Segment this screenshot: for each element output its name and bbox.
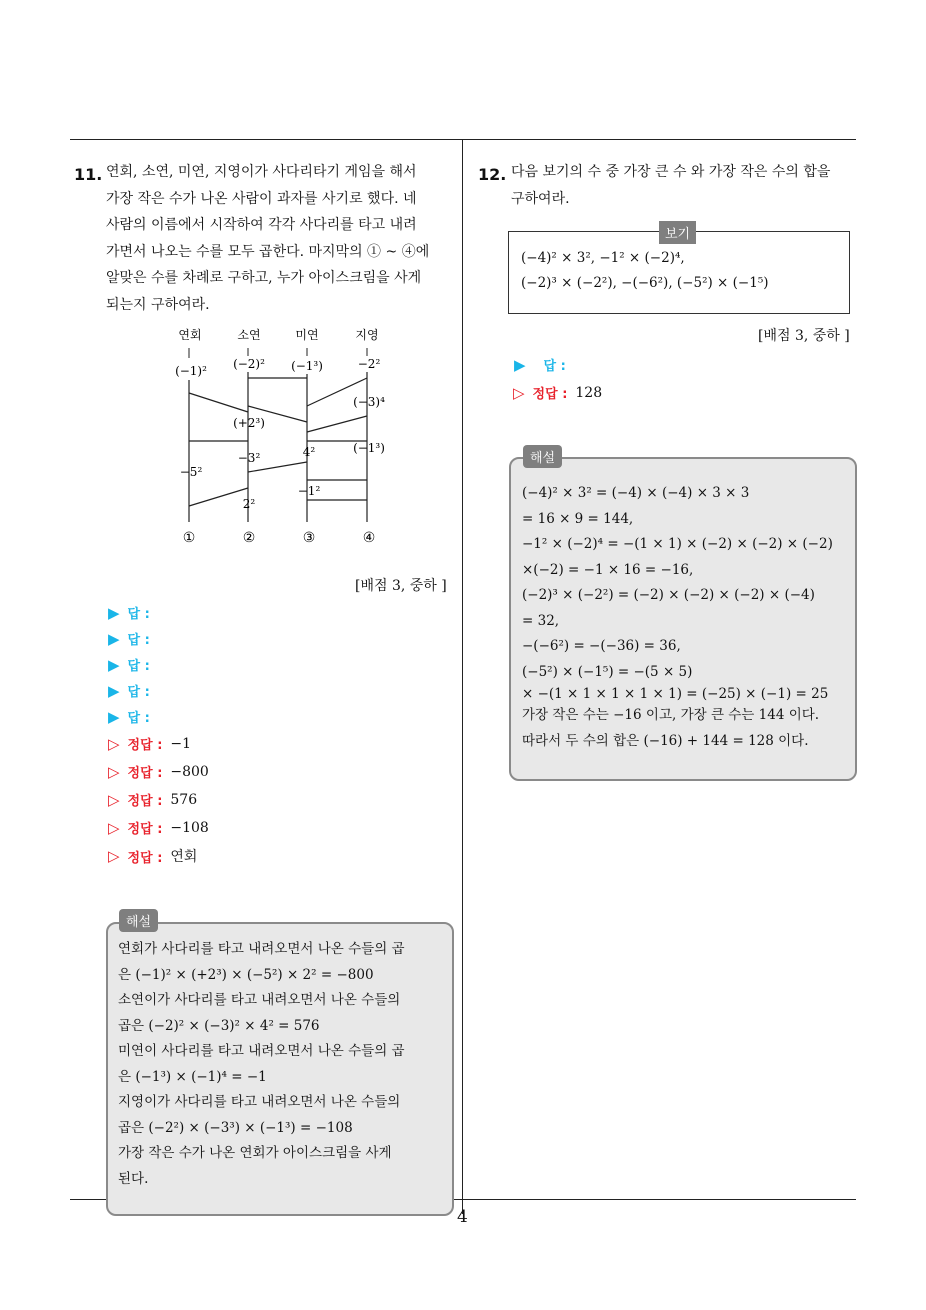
correct-answer-row xyxy=(108,762,209,781)
q11-line: 가면서 나오는 수를 모두 곱한다. 마지막의 ① ~ ④에 xyxy=(106,243,430,260)
answer-label: 답 : xyxy=(127,659,150,674)
correct-answer-value: 128 xyxy=(575,384,603,401)
solution-line: (−2)³ × (−2²) = (−2) × (−2) × (−2) × (−4) xyxy=(522,587,815,603)
ladder-diagram xyxy=(160,320,400,550)
solution-line: −(−6²) = −(−36) = 36, xyxy=(522,638,681,654)
correct-answer-label: 정답 : xyxy=(127,766,163,781)
solution-line: × −(1 × 1 × 1 × 1 × 1) = (−25) × (−1) = 25 xyxy=(522,686,829,702)
q11-line: 알맞은 수를 차례로 구하고, 누가 아이스크림을 사게 xyxy=(106,270,422,286)
ladder-bottom: ① xyxy=(182,530,196,546)
outline-triangle-icon: ▷ xyxy=(108,762,120,781)
solution-line: (−5²) × (−1⁵) = −(5 × 5) xyxy=(522,663,693,680)
solution-line: 된다. xyxy=(118,1170,149,1187)
answer-row[interactable] xyxy=(108,681,150,700)
q11-line: 가장 작은 수가 나온 사람이 과자를 사기로 했다. 네 xyxy=(106,190,417,207)
bogi-tab: 보기 xyxy=(659,221,696,244)
q11-solution-text xyxy=(118,937,405,1192)
answer-label: 답 : xyxy=(127,711,150,726)
answer-row[interactable] xyxy=(514,355,566,374)
outline-triangle-icon: ▷ xyxy=(108,847,120,865)
outline-triangle-icon: ▷ xyxy=(513,383,525,402)
correct-answer-label: 정답 : xyxy=(127,850,163,866)
ladder-name: 미연 xyxy=(295,328,319,342)
ladder-rung xyxy=(189,393,248,412)
solution-line: = 16 × 9 = 144, xyxy=(522,510,634,527)
column-divider xyxy=(462,139,463,1214)
correct-answer-row xyxy=(108,734,191,753)
ladder-value: (−3)⁴ xyxy=(353,395,385,409)
correct-answer-row xyxy=(513,383,602,402)
q11-line: 연회, 소연, 미연, 지영이가 사다리타기 게임을 해서 xyxy=(106,164,417,180)
correct-answer-value: −108 xyxy=(170,819,209,836)
play-icon: ▶ xyxy=(108,603,120,622)
q12-solution-text xyxy=(522,481,833,754)
solution-line: 은 (−1)² × (+2³) × (−5²) × 2² = −800 xyxy=(118,966,374,983)
correct-answer-label: 정답 : xyxy=(127,822,163,837)
q11-score: [배점 3, 중하 ] xyxy=(355,578,447,594)
ladder-bottom: ③ xyxy=(302,530,316,546)
ladder-bottom: ② xyxy=(242,530,256,546)
play-icon: ▶ xyxy=(108,707,120,726)
answer-label: 답 : xyxy=(127,685,150,700)
solution-line: ×(−2) = −1 × 16 = −16, xyxy=(522,561,694,578)
solution-line: 가장 작은 수는 −16 이고, 가장 큰 수는 144 이다. xyxy=(522,707,820,723)
solution-line: 미연이 사다리를 타고 내려오면서 나온 수들의 곱 xyxy=(118,1043,405,1059)
solution-line: (−4)² × 3² = (−4) × (−4) × 3 × 3 xyxy=(522,485,750,501)
ladder-value: −2² xyxy=(357,357,381,371)
answer-row[interactable] xyxy=(108,629,150,648)
q12-text xyxy=(511,159,861,212)
outline-triangle-icon: ▷ xyxy=(108,734,120,753)
q12-number: 12. xyxy=(478,165,507,184)
q11-line: 사람의 이름에서 시작하여 각각 사다리를 타고 내려 xyxy=(106,217,417,233)
ladder-value: (+2³) xyxy=(233,416,265,430)
q11-number: 11. xyxy=(74,165,103,184)
ladder-value: 2² xyxy=(242,497,256,511)
ladder-rung xyxy=(189,488,248,506)
q11-solution-tab: 해설 xyxy=(119,909,158,932)
ladder-rung xyxy=(307,416,367,432)
ladder-value: −3² xyxy=(237,451,261,465)
correct-answer-label: 정답 : xyxy=(127,794,163,809)
ladder-value: (−1)² xyxy=(175,364,207,378)
ladder-value: −1² xyxy=(297,484,321,498)
correct-answer-value: 576 xyxy=(170,791,198,808)
ladder-name: 연회 xyxy=(178,328,202,342)
correct-answer-value: −1 xyxy=(170,735,192,752)
bogi-text xyxy=(521,246,769,296)
outline-triangle-icon: ▷ xyxy=(108,790,120,809)
ladder-bottom: ④ xyxy=(362,530,376,546)
bogi-line: (−2)³ × (−2²), −(−6²), (−5²) × (−1⁵) xyxy=(521,275,769,291)
ladder-value: (−1³) xyxy=(291,359,323,373)
answer-label: 답 : xyxy=(127,633,150,648)
bogi-line: (−4)² × 3², −1² × (−2)⁴, xyxy=(521,250,685,266)
q11-text xyxy=(106,159,458,318)
play-icon: ▶ xyxy=(108,681,120,700)
solution-line: 은 (−1³) × (−1)⁴ = −1 xyxy=(118,1068,267,1085)
solution-line: = 32, xyxy=(522,612,560,629)
ladder-value: −5² xyxy=(179,465,203,479)
answer-label: 답 : xyxy=(543,359,566,374)
page-number: 4 xyxy=(457,1207,468,1227)
correct-answer-label: 정답 : xyxy=(532,387,568,402)
solution-line: 곱은 (−2)² × (−3)² × 4² = 576 xyxy=(118,1017,320,1034)
ladder-value: (−2)² xyxy=(233,357,265,371)
answer-row[interactable] xyxy=(108,655,150,674)
ladder-value: (−1³) xyxy=(353,441,385,455)
answer-row[interactable] xyxy=(108,603,150,622)
correct-answer-label: 정답 : xyxy=(127,738,163,753)
q12-line: 구하여라. xyxy=(511,190,570,207)
q11-line: 되는지 구하여라. xyxy=(106,296,210,313)
solution-line: 따라서 두 수의 합은 (−16) + 144 = 128 이다. xyxy=(522,732,809,749)
solution-line: 곱은 (−2²) × (−3³) × (−1³) = −108 xyxy=(118,1119,353,1136)
ladder-value: 4² xyxy=(302,445,316,459)
solution-line: 소연이가 사다리를 타고 내려오면서 나온 수들의 xyxy=(118,992,401,1008)
play-icon: ▶ xyxy=(514,355,526,374)
answer-row[interactable] xyxy=(108,707,150,726)
solution-line: 가장 작은 수가 나온 연회가 아이스크림을 사게 xyxy=(118,1145,392,1161)
correct-answer-row xyxy=(108,790,197,809)
correct-answer-value: 연회 xyxy=(170,849,198,865)
play-icon: ▶ xyxy=(108,655,120,674)
top-rule xyxy=(70,139,856,140)
answer-label: 답 : xyxy=(127,607,150,622)
correct-answer-row xyxy=(108,818,209,837)
correct-answer-value: −800 xyxy=(170,763,209,780)
q12-line: 다음 보기의 수 중 가장 큰 수 와 가장 작은 수의 합을 xyxy=(511,164,831,180)
solution-line: 연회가 사다리를 타고 내려오면서 나온 수들의 곱 xyxy=(118,941,405,957)
ladder-name: 소연 xyxy=(237,328,261,342)
outline-triangle-icon: ▷ xyxy=(108,818,120,837)
play-icon: ▶ xyxy=(108,629,120,648)
correct-answer-row xyxy=(108,846,197,866)
q12-solution-tab: 해설 xyxy=(523,445,562,468)
ladder-name: 지영 xyxy=(355,328,379,342)
solution-line: −1² × (−2)⁴ = −(1 × 1) × (−2) × (−2) × (−2) xyxy=(522,536,833,552)
q12-score: [배점 3, 중하 ] xyxy=(758,328,850,344)
solution-line: 지영이가 사다리를 타고 내려오면서 나온 수들의 xyxy=(118,1094,401,1110)
